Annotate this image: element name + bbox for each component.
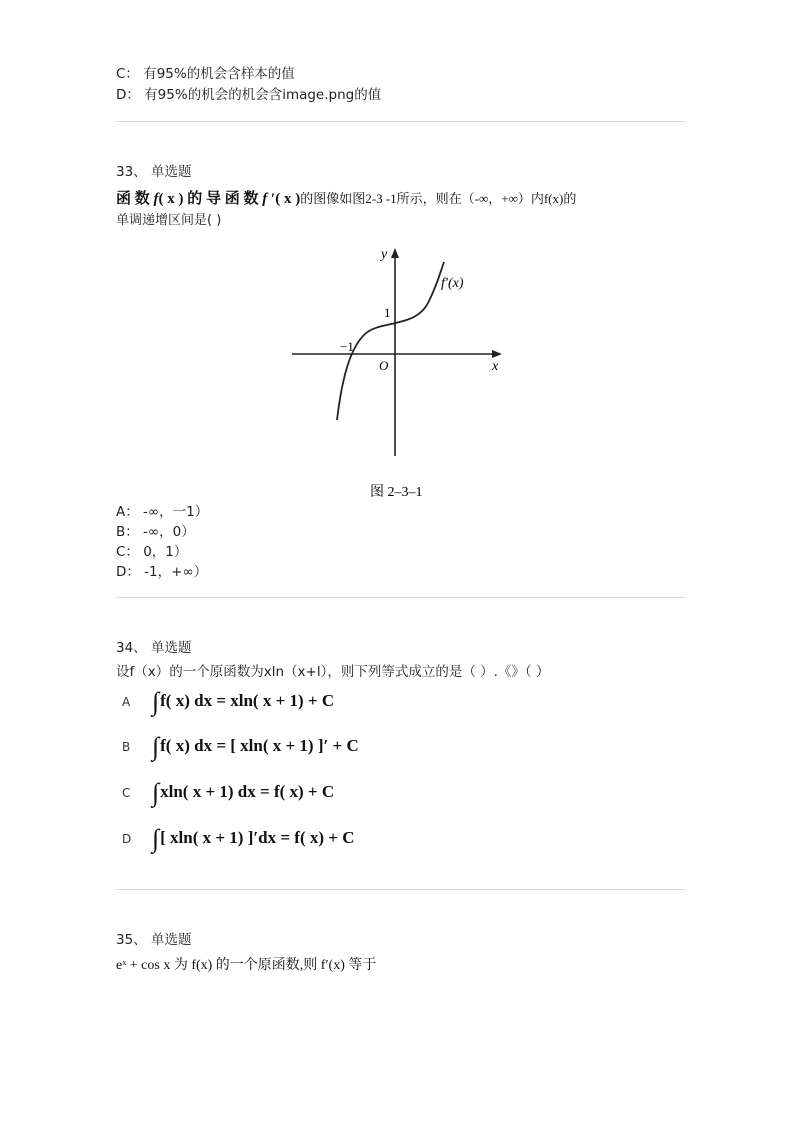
y-axis-label: y: [381, 247, 388, 262]
q34-option-d-formula: [152, 824, 355, 854]
integral-sign: ∫: [152, 732, 160, 761]
derivative-graph: [280, 238, 520, 508]
integral-sign: ∫: [152, 824, 160, 853]
formula-body: xln( x + 1) dx = f( x) + C: [160, 782, 335, 801]
question-33-stem-line2: 单调递增区间是( ): [116, 213, 222, 228]
x-axis-arrow: [492, 350, 502, 358]
question-33-header: 33、 单选题: [116, 164, 192, 180]
integral-sign: ∫: [152, 778, 160, 807]
integral-sign: ∫: [152, 687, 160, 716]
formula-body: [ xln( x + 1) ]′dx = f( x) + C: [160, 828, 355, 847]
question-35-header: 35、 单选题: [116, 932, 192, 948]
curve-label: f′(x): [441, 276, 464, 291]
option-d-prev: D： 有95%的机会的机会含image.png的值: [116, 87, 382, 103]
q33-option-a: A： -∞，一1）: [116, 504, 209, 520]
stem-text: 的图像如图2-3 -1所示，则在（-∞，+∞）内f(x)的: [300, 191, 577, 206]
q34-option-a-formula: [152, 687, 334, 717]
y-axis-arrow: [391, 248, 399, 258]
question-35-stem: eˣ + cos x 为 f(x) 的一个原函数,则 f′(x) 等于: [116, 958, 377, 973]
divider: [116, 889, 685, 890]
q34-option-a-letter: A: [122, 695, 131, 709]
q34-option-c-formula: [152, 778, 334, 808]
formula-body: f( x) dx = [ xln( x + 1) ]′ + C: [160, 736, 359, 755]
question-33-stem: [116, 187, 576, 208]
stem-text: ( x ) 的 导 函 数: [158, 191, 263, 207]
question-34-stem: 设f（x）的一个原函数为xln（x+l），则下列等式成立的是（ ）.《》（ ）: [116, 664, 550, 680]
q33-option-c: C： 0，1）: [116, 544, 188, 560]
tick-label-one: 1: [384, 305, 391, 320]
origin-label: O: [379, 358, 389, 373]
stem-f: f: [153, 191, 159, 207]
q34-option-d-letter: D: [122, 832, 132, 846]
tick-label-neg-one: −1: [340, 339, 354, 354]
stem-text: 函 数: [116, 191, 154, 207]
q33-option-b: B： -∞，0）: [116, 524, 195, 540]
q34-option-b-formula: [152, 732, 359, 762]
divider: [116, 121, 685, 122]
formula-body: f( x) dx = xln( x + 1) + C: [160, 691, 335, 710]
q34-option-c-letter: C: [122, 786, 131, 800]
divider: [116, 597, 685, 598]
q34-option-b-letter: B: [122, 740, 131, 754]
question-34-header: 34、 单选题: [116, 640, 192, 656]
figure-caption: 图 2–3–1: [370, 485, 423, 500]
q33-option-d: D： -1，+∞）: [116, 564, 208, 580]
stem-f-prime: f: [262, 191, 268, 207]
x-axis-label: x: [492, 359, 499, 374]
stem-text: ′( x ): [267, 191, 301, 207]
option-c-prev: C： 有95%的机会含样本的值: [116, 66, 295, 82]
